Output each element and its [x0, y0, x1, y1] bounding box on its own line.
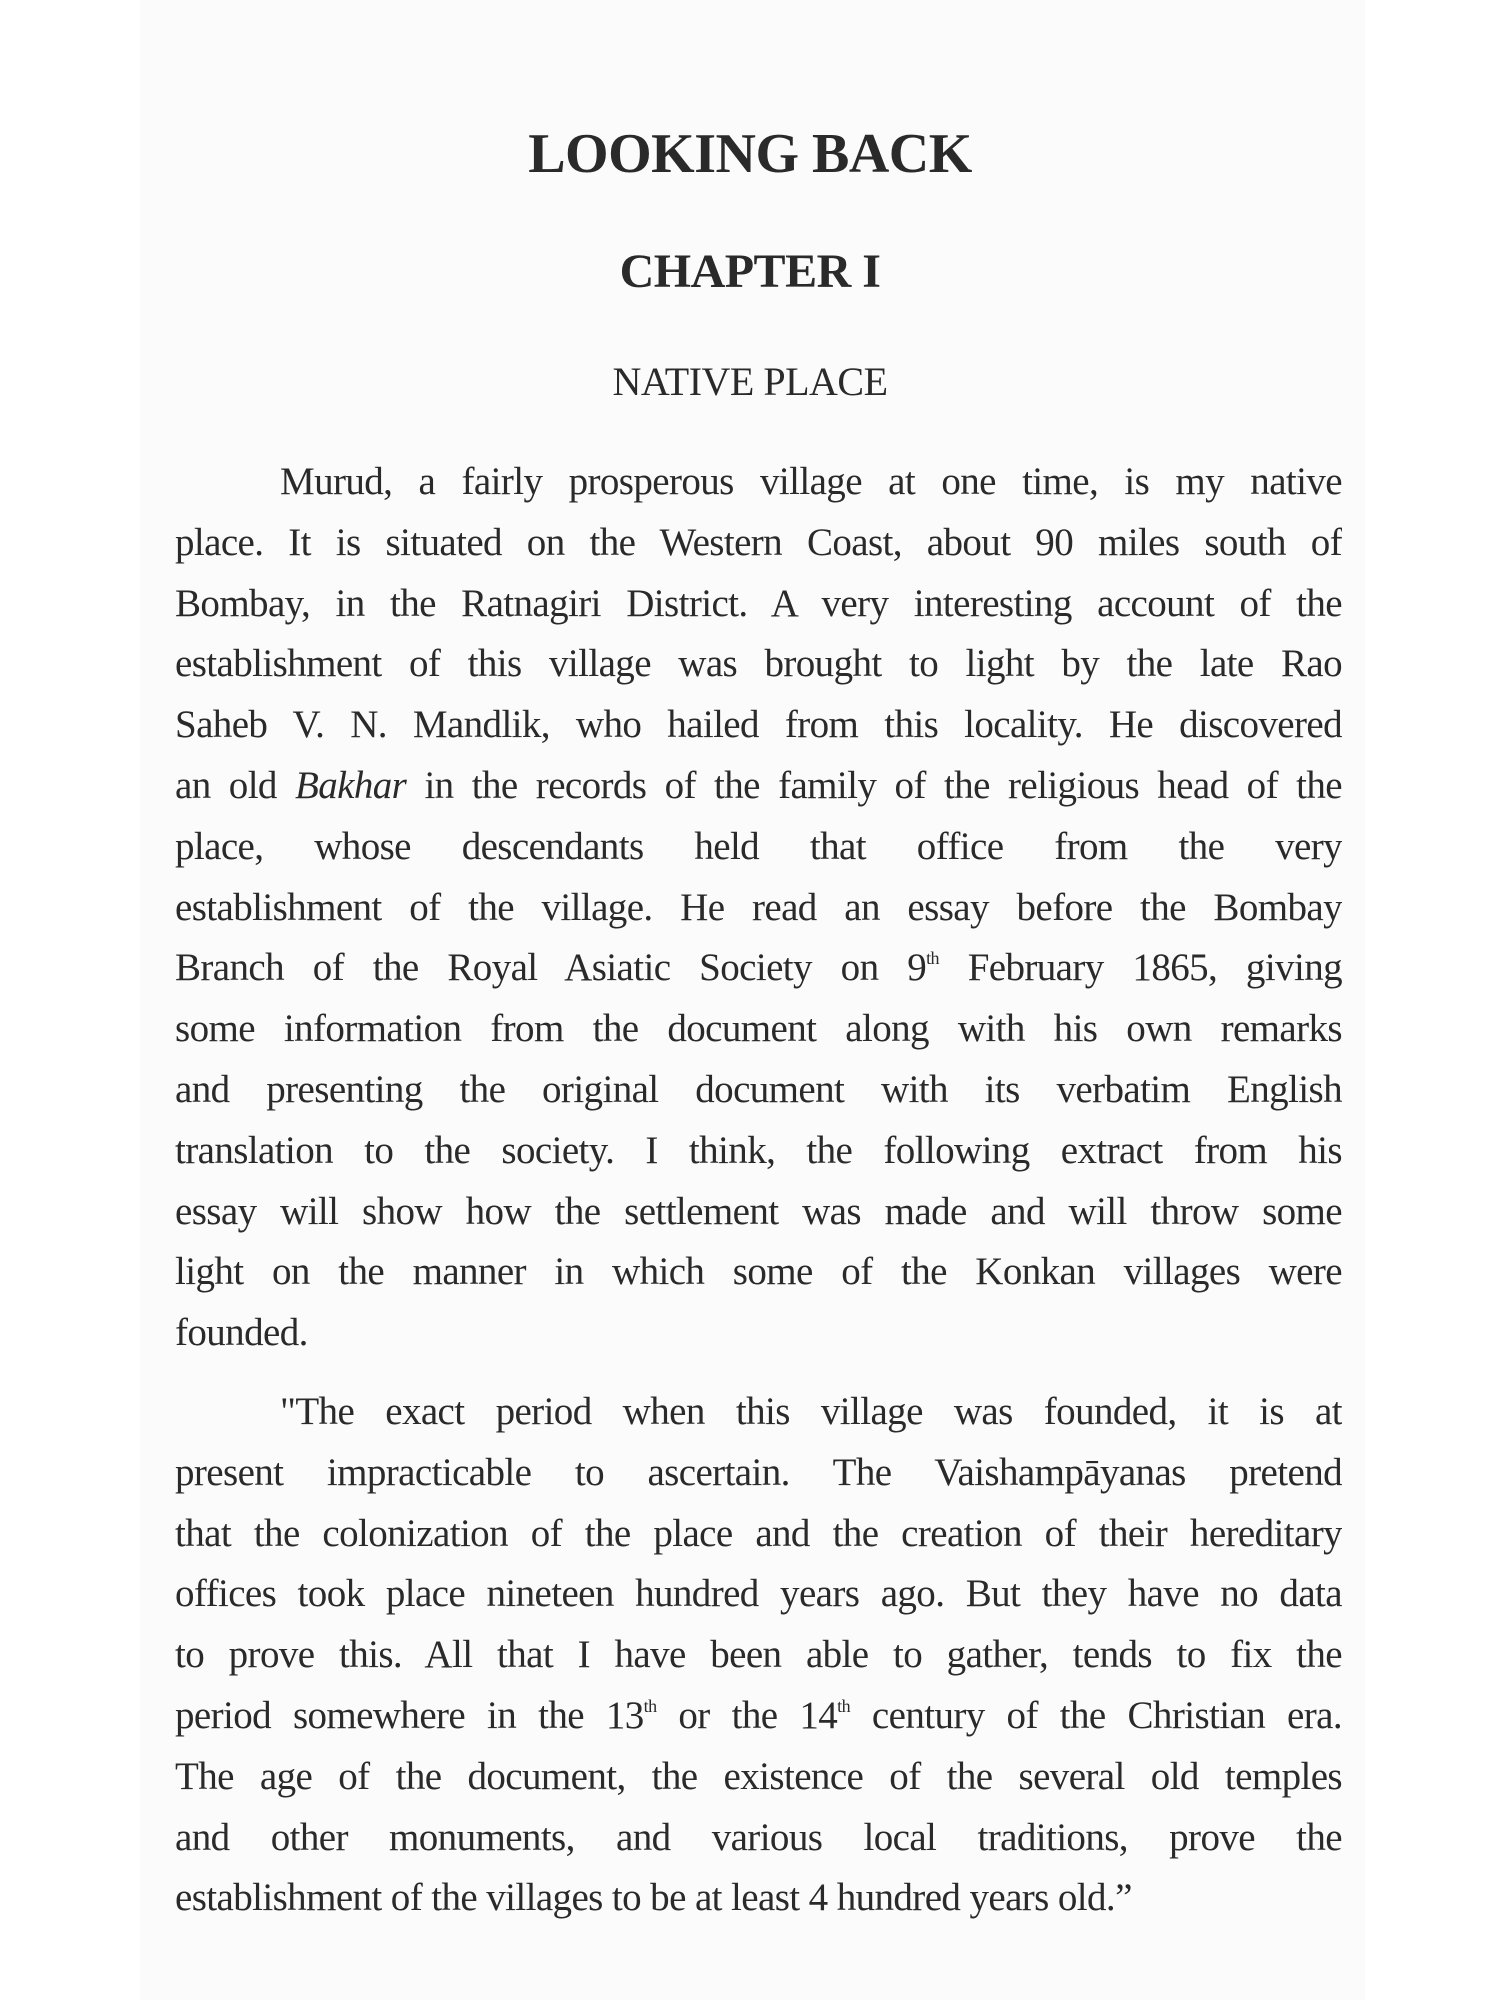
paragraph-1 [175, 452, 1342, 1364]
ordinal-superscript: th [837, 1695, 850, 1716]
paragraph-2-quote [175, 1382, 1342, 1929]
text-line: Saheb V. N. Mandlik, who hailed from this locality. He discovered [175, 703, 1342, 747]
text-line [175, 938, 1342, 999]
text-line: "The exact period when this village was founded, it is at [280, 1390, 1342, 1433]
text: February 1865, giving [938, 946, 1342, 990]
text-line: essay will show how the settlement was made and will throw some [175, 1189, 1342, 1233]
ordinal-superscript: th [643, 1695, 657, 1716]
text-line: translation to the society. I think, the following extract from his [175, 1128, 1342, 1172]
ordinal-superscript: th [926, 948, 939, 969]
text-line: that the colonization of the place and the creation of their hereditary [175, 1511, 1342, 1555]
text-line: some information from the document along with his own remarks [175, 1007, 1342, 1051]
text: an old [175, 763, 296, 807]
text: or the 14 [656, 1693, 838, 1737]
section-heading: NATIVE PLACE [612, 359, 888, 404]
text-line: The age of the document, the existence of the several old temples [175, 1754, 1342, 1798]
book-title: LOOKING BACK [528, 123, 972, 185]
text-line: Murud, a fairly prosperous village at one time, is my native [280, 460, 1342, 503]
text-line: place. It is situated on the Western Coast, about 90 miles south of [175, 520, 1342, 564]
text-line: offices took place nineteen hundred years ago. But they have no data [175, 1572, 1342, 1616]
text-line [175, 756, 1342, 817]
text: century of the Christian era. [849, 1693, 1342, 1737]
text-line: to prove this. All that I have been able to gather, tends to fix the [175, 1633, 1342, 1677]
text-line: and presenting the original document with its verbatim English [175, 1067, 1342, 1111]
text-line: present impracticable to ascertain. The Vaishampāyanas pretend [175, 1450, 1342, 1494]
text-line: establishment of the villages to be at least 4 hundred years old.” [175, 1876, 1132, 1920]
chapter-heading: CHAPTER I [619, 245, 881, 298]
text: Branch of the Royal Asiatic Society on 9 [175, 946, 927, 990]
text-line: founded. [175, 1311, 308, 1355]
italic-term: Bakhar [295, 763, 407, 807]
text: in the records of the family of the religious head of the [406, 763, 1342, 807]
text-line: establishment of this village was brought to light by the late Rao [175, 642, 1342, 686]
text: period somewhere in the 13 [175, 1693, 644, 1737]
text-line: place, whose descendants held that office from the very [175, 824, 1342, 868]
text-line: Bombay, in the Ratnagiri District. A very interesting account of the [175, 581, 1342, 625]
text-line: establishment of the village. He read an essay before the Bombay [175, 885, 1342, 929]
text-line [175, 1686, 1342, 1747]
text-line: light on the manner in which some of the Konkan villages were [175, 1250, 1342, 1294]
text-line: and other monuments, and various local traditions, prove the [175, 1815, 1342, 1859]
